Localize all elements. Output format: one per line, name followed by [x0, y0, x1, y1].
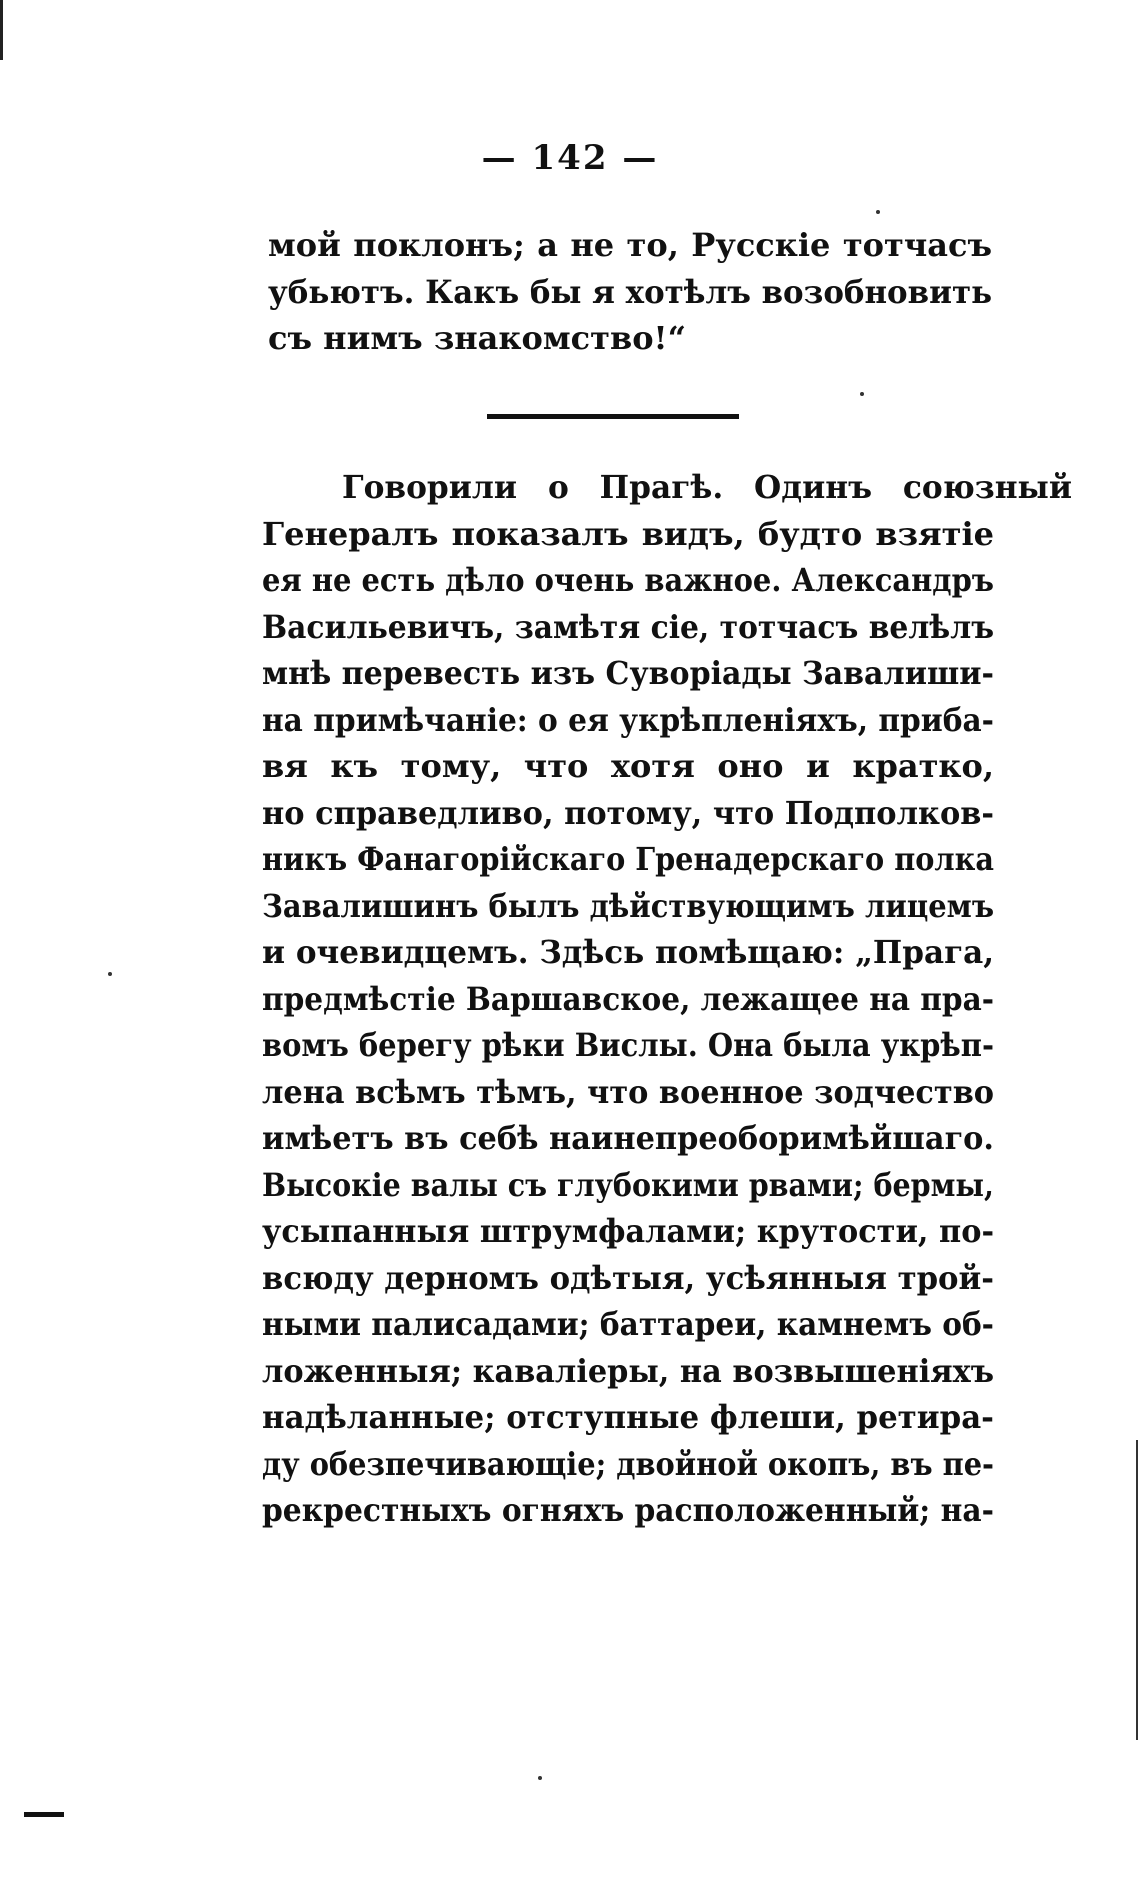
page-edge-mark [0, 0, 3, 60]
text-line: надѣланные; отступные флеши, ретира- [262, 1398, 994, 1436]
text-line: ными палисадами; баттареи, камнемъ об- [262, 1305, 994, 1343]
text-line: всюду дерномъ одѣтыя, усѣянныя трой- [262, 1258, 995, 1297]
text-line: ложенныя; каваліеры, на возвышеніяхъ [262, 1351, 995, 1390]
text-line: мнѣ перевесть изъ Суворіады Завалиши- [262, 654, 995, 692]
text-line: Васильевичъ, замѣтя сіе, тотчасъ велѣлъ [262, 607, 995, 646]
print-speck [860, 392, 864, 396]
text-line: но справедливо, потому, что Подполков- [262, 793, 994, 832]
text-line: вя къ тому, что хотя оно и кратко, [262, 747, 994, 785]
text-line: никъ Фанагорійскаго Гренадерскаго полка [262, 840, 994, 878]
page-edge-mark [1136, 1440, 1138, 1740]
page-number: — 142 — [481, 138, 659, 178]
print-speck [108, 972, 112, 976]
text-block-paragraph [262, 464, 1073, 1534]
text-line: Говорили о Прагѣ. Одинъ союзный [342, 468, 1073, 506]
text-line: лена всѣмъ тѣмъ, что военное зодчество [262, 1072, 995, 1111]
section-divider [487, 414, 739, 419]
text-line: имѣетъ въ себѣ наинепреоборимѣйшаго. [262, 1119, 994, 1157]
print-speck [538, 1776, 542, 1780]
text-line: Завалишинъ былъ дѣйствующимъ лицемъ [262, 886, 995, 925]
text-line: съ нимъ знакомство!“ [268, 319, 686, 357]
text-line: Генералъ показалъ видъ, будто взятіе [262, 514, 994, 553]
text-line: убьютъ. Какъ бы я хотѣлъ возобновить [268, 272, 993, 311]
text-line: предмѣстіе Варшавское, лежащее на пра- [262, 979, 995, 1018]
text-line: усыпанныя штрумфалами; крутости, по- [262, 1212, 995, 1250]
text-line: мой поклонъ; а не то, Русскіе тотчасъ [268, 226, 992, 264]
text-line: вомъ берегу рѣки Вислы. Она была укрѣп- [262, 1026, 994, 1064]
text-line: и очевидцемъ. Здѣсь помѣщаю: „Прага, [262, 933, 995, 971]
text-line: на примѣчаніе: о ея укрѣпленіяхъ, приба- [262, 700, 994, 739]
text-block-continuation [268, 222, 992, 362]
text-line: ду обезпечивающіе; двойной окопъ, въ пе- [262, 1444, 995, 1483]
text-line: Высокіе валы съ глубокими рвами; бермы, [262, 1165, 994, 1204]
text-line: ея не есть дѣло очень важное. Александръ [262, 561, 994, 599]
margin-dash-mark [24, 1812, 64, 1817]
print-speck [876, 210, 880, 214]
text-line: рекрестныхъ огняхъ расположенный; на- [262, 1491, 994, 1529]
